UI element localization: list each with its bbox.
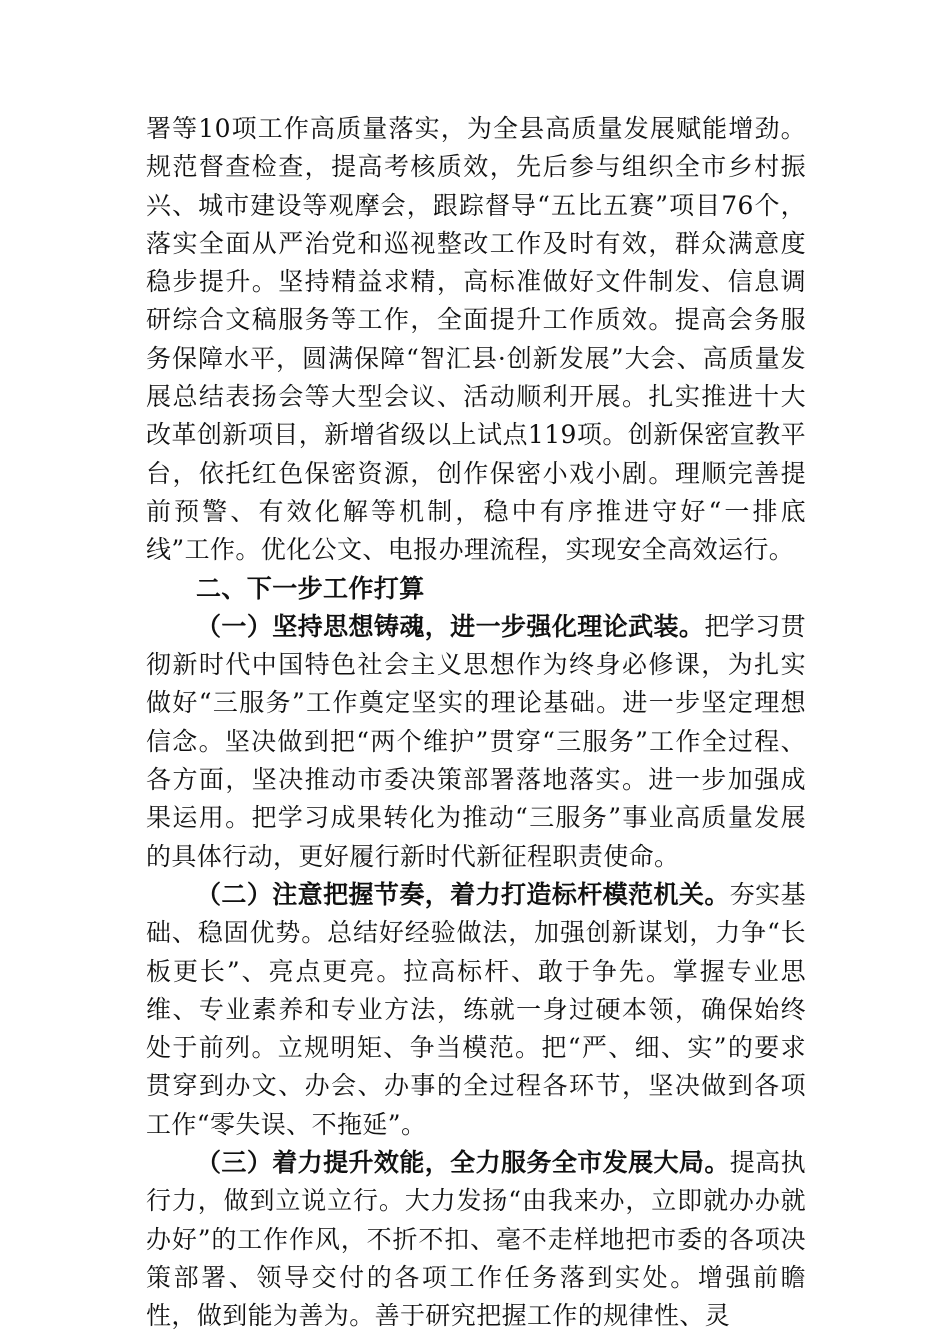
section-3-paragraph [146, 1144, 806, 1335]
section-1-paragraph [146, 608, 806, 876]
section-3-lead: （三）着力提升效能，全力服务全市发展大局。 [196, 1148, 730, 1178]
section-2-paragraph [146, 876, 806, 1144]
section-2-body: 夯实基础、稳固优势。总结好经验做法，加强创新谋划，力争“长板更长”、亮点更亮。拉高标杆、敢于争先。掌握专业思维、专业素养和专业方法，练就一身过硬本领，确保始终处于前列。立规明矩、争当模范。把“严、细、实”的要求贯穿到办文、办会、办事的全过程各环节，坚决做到各项工作“零失误、不拖延”。 [146, 879, 806, 1139]
section-1-body: 把学习贯彻新时代中国特色社会主义思想作为终身必修课，为扎实做好“三服务”工作奠定坚实的理论基础。进一步坚定理想信念。坚决做到把“两个维护”贯穿“三服务”工作全过程、各方面，坚决推动市委决策部署落地落实。进一步加强成果运用。把学习成果转化为推动“三服务”事业高质量发展的具体行动，更好履行新时代新征程职责使命。 [146, 611, 806, 871]
section-heading: 二、下一步工作打算 [196, 573, 425, 603]
section-2-lead: （二）注意把握节奏，着力打造标杆模范机关。 [196, 879, 730, 909]
paragraph-continuation: 署等10项工作高质量落实，为全县高质量发展赋能增劲。规范督查检查，提高考核质效，先后参与组织全市乡村振兴、城市建设等观摩会，跟踪督导“五比五赛”项目76个，落实全面从严治党和巡视整改工作及时有效，群众满意度稳步提升。坚持精益求精，高标准做好文件制发、信息调研综合文稿服务等工作，全面提升工作质效。提高会务服务保障水平，圆满保障“智汇县·创新发展”大会、高质量发展总结表扬会等大型会议、活动顺利开展。扎实推进十大改革创新项目，新增省级以上试点119项。创新保密宣教平台，依托红色保密资源，创作保密小戏小剧。理顺完善提前预警、有效化解等机制，稳中有序推进守好“一排底线”工作。优化公文、电报办理流程，实现安全高效运行。 [146, 114, 806, 565]
section-1-lead: （一）坚持思想铸魂，进一步强化理论武装。 [196, 611, 705, 641]
section-3-body: 提高执行力，做到立说立行。大力发扬“由我来办，立即就办办就办好”的工作作风，不折不扣、毫不走样地把市委的各项决策部署、领导交付的各项工作任务落到实处。增强前瞻性，做到能为善为。善于研究把握工作的规律性、灵 [146, 1148, 806, 1331]
document-body [146, 110, 806, 1336]
